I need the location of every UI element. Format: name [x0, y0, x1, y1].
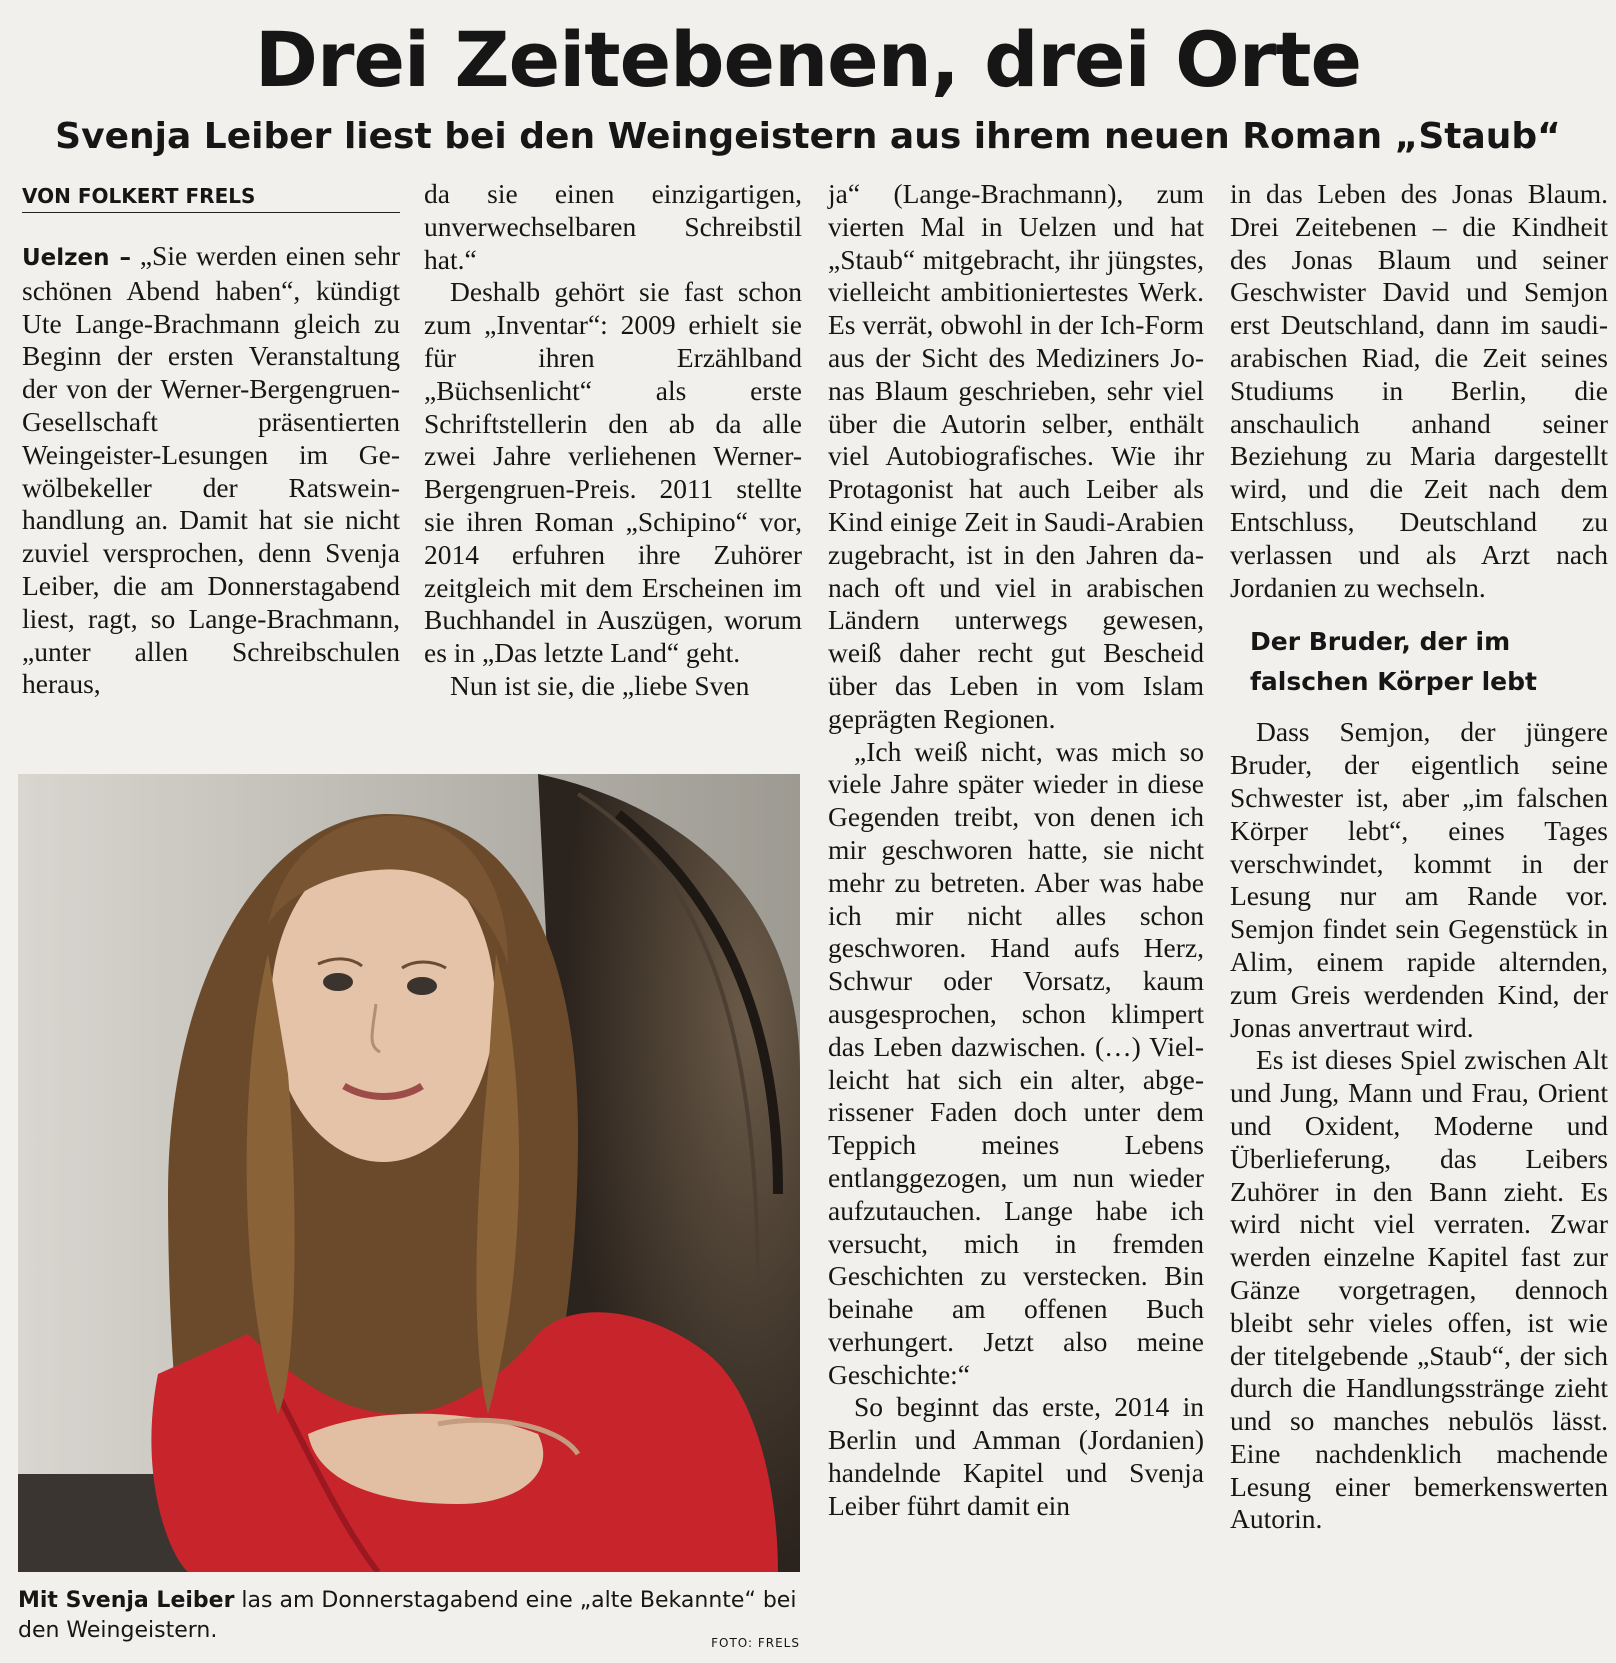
paragraph: Deshalb gehört sie fast schon zum „Inventar“: 2009 erhielt sie für ihren Erzählband „Büchsenlicht“ als erste Schriftstellerin den ab da alle zwei Jahre verliehenen Werner-Bergengruen-Preis. 2011 stellte sie ihren Roman „Schipino“ vor, 2014 erfuhren ihre Zuhörer zeitgleich mit dem Erscheinen im Buchhandel in Auszügen, worum es in „Das letzte Land“ geht. — [424, 276, 802, 669]
byline: VON FOLKERT FRELS — [22, 180, 400, 213]
photo-caption — [18, 1586, 800, 1646]
caption-bold: Mit Svenja Leiber — [18, 1588, 235, 1613]
paragraph: Dass Semjon, der jüngere Bruder, der eigentlich seine Schwester ist, aber „im falschen Körper lebt“, eines Tages verschwindet, kommt in der Lesung nur am Rande vor. Semjon findet sein Gegenstück in Alim, einem rapide alternden, zum Greis werdenden Kind, der Jonas anvertraut wird. — [1230, 716, 1608, 1043]
caption-text: las am Donnerstagabend eine „alte Bekannte“ bei den Weingeistern. — [18, 1588, 797, 1643]
paragraph: Es ist dieses Spiel zwischen Alt und Jung, Mann und Frau, Orient und Oxident, Moderne und Überlieferung, das Leibers Zuhörer in den Bann zieht. Es wird nicht viel verraten. Zwar werden einzelne Kapitel fast zur Gänze vorgetragen, dennoch bleibt sehr vieles offen, ist wie der titelgebende „Staub“, der sich durch die Handlungsstränge zieht und so manches nebulös lässt. Eine nachdenklich machende Lesung einer bemerkenswerten Autorin. — [1230, 1044, 1608, 1535]
column-4 — [1230, 178, 1608, 1536]
column-2 — [424, 178, 802, 703]
photo-credit: FOTO: FRELS — [711, 1636, 800, 1650]
portrait-illustration — [18, 774, 800, 1572]
paragraph: Nun ist sie, die „liebe Sven — [450, 669, 750, 701]
column-3 — [828, 178, 1204, 1523]
paragraph: So beginnt das erste, 2014 in Berlin und Amman (Jordanien) handelnde Kapitel und Svenja Leiber führt damit ein — [828, 1391, 1204, 1521]
dateline: Uelzen – — [22, 245, 131, 271]
paragraph: ja“ (Lange-Brachmann), zum vierten Mal in Uelzen und hat „Staub“ mitgebracht, ihr jüngstes, vielleicht ambitioniertestes Werk. Es verrät, obwohl in der Ich-Form aus der Sicht des Mediziners Jonas Blaum geschrieben, sehr viel über die Autorin selber, enthält viel Autobiografisches. Wie ihr Protagonist hat auch Leiber als Kind einige Zeit in Saudi-Arabien zugebracht, ist in den Jahren danach oft und viel in arabischen Ländern unterwegs gewesen, weiß daher recht gut Bescheid über das Leben in vom Islam geprägten Regionen. — [828, 178, 1204, 734]
subheadline: Svenja Leiber liest bei den Weingeistern aus ihrem neuen Roman „Staub“ — [55, 116, 1561, 157]
paragraph: „Ich weiß nicht, was mich so viele Jahre später wieder in diese Gegenden treibt, von denen ich mir geschworen hatte, sie nicht mehr zu betreten. Aber was habe ich mir nicht alles schon geschworen. Hand aufs Herz, Schwur oder Vorsatz, kaum ausgesprochen, schon klimpert das Leben dazwischen. (…) Vielleicht hat sich ein alter, abgerissener Faden doch unter dem Teppich meines Lebens entlanggezogen, um nun wieder aufzutauchen. Lange habe ich versucht, mich in fremden Geschichten zu verstecken. Bin beinahe am offenen Buch verhungert. Jetzt also meine Geschichte:“ — [828, 735, 1204, 1390]
section-subheading: Der Bruder, der im falschen Körper lebt — [1250, 627, 1537, 697]
photo-svenja-leiber — [18, 774, 800, 1572]
headline: Drei Zeitebenen, drei Orte — [254, 15, 1362, 104]
paragraph: in das Leben des Jonas Blaum. Drei Zeitebenen – die Kindheit des Jonas Blaum und seiner Geschwister David und Semjon erst Deutschland, dann im saudi-arabischen Riad, die Zeit seines Studiums in Berlin, die anschaulich anhand seiner Beziehung zu Maria dargestellt wird, und die Zeit nach dem Entschluss, Deutschland zu verlassen und als Arzt nach Jordanien zu wechseln. — [1230, 178, 1608, 603]
paragraph-text: „Sie werden einen sehr schönen Abend haben“, kündigt Ute Lange-Brachmann gleich zu Beginn der ersten Veranstaltung der von der Werner-Bergengruen-Gesellschaft präsentierten Weingeister-Lesungen im Gewölbekeller der Ratsweinhandlung an. Damit hat sie nicht zuviel versprochen, denn Svenja Leiber, die am Donnerstagabend liest, ragt, so Lange-Brachmann, „unter allen Schreibschulen heraus, — [22, 240, 400, 700]
paragraph — [22, 240, 400, 701]
column-1 — [22, 240, 400, 701]
paragraph: da sie einen einzigartigen, unverwechselbaren Schreibstil hat.“ — [424, 178, 802, 275]
